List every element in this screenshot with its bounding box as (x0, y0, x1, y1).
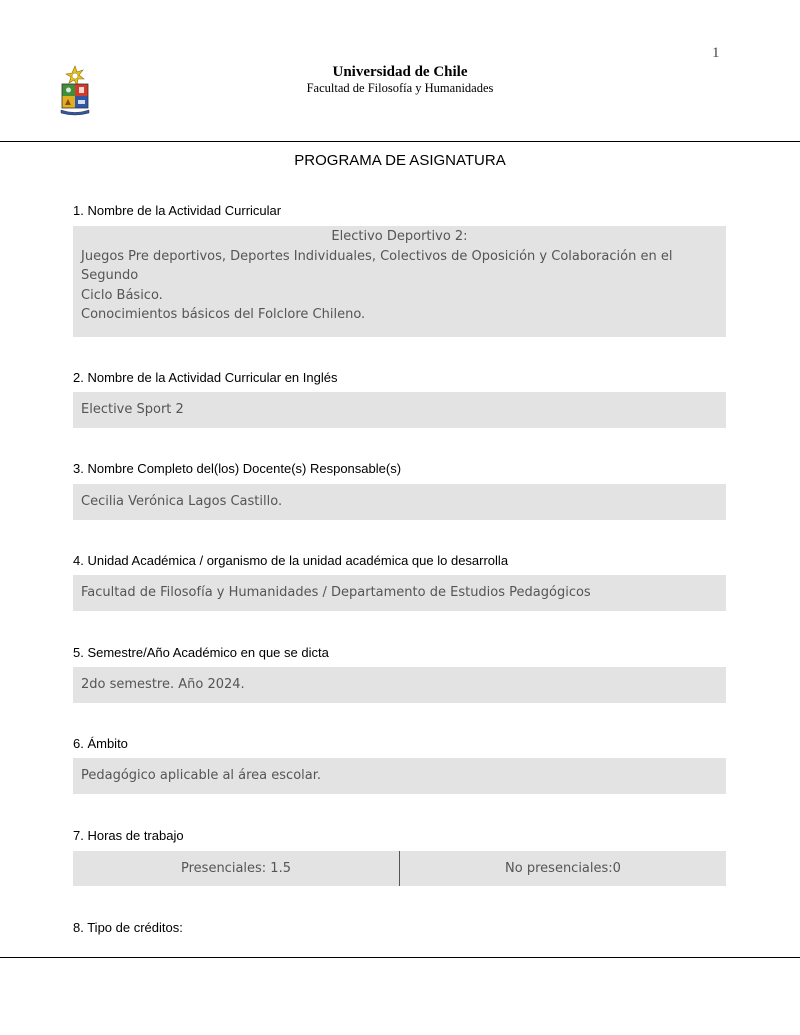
activity-name-line: Electivo Deportivo 2: (331, 229, 468, 244)
section-4-field: Facultad de Filosofía y Humanidades / Departamento de Estudios Pedagógicos (73, 575, 726, 611)
activity-name-line: Juegos Pre deportivos, Deportes Individuales, Colectivos de Oposición y Colaboración en el Segundo (81, 248, 673, 283)
page-number: 1 (712, 45, 720, 61)
section-1-label: 1. Nombre de la Actividad Curricular (73, 203, 282, 218)
section-2-field: Elective Sport 2 (73, 392, 726, 428)
activity-name-line: Conocimientos básicos del Folclore Chileno. (81, 307, 366, 322)
work-hours-table (73, 851, 726, 886)
section-6-field: Pedagógico aplicable al área escolar. (73, 758, 726, 794)
faculty-name: Facultad de Filosofía y Humanidades (306, 81, 494, 95)
activity-name-line: Ciclo Básico. (81, 287, 163, 303)
section-5-label: 5. Semestre/Año Académico en que se dicta (73, 645, 329, 660)
section-5-field: 2do semestre. Año 2024. (73, 667, 726, 703)
university-crest-logo (58, 64, 92, 116)
university-name: Universidad de Chile (332, 64, 468, 80)
document-title: PROGRAMA DE ASIGNATURA (294, 152, 506, 169)
section-4-label: 4. Unidad Académica / organismo de la unidad académica que lo desarrolla (73, 553, 509, 568)
in-person-hours: Presenciales: 1.5 (181, 861, 291, 876)
section-8-label: 8. Tipo de créditos: (73, 920, 183, 935)
remote-hours: No presenciales:0 (505, 861, 621, 876)
section-2-label: 2. Nombre de la Actividad Curricular en Inglés (73, 370, 338, 385)
header-divider (0, 141, 800, 142)
section-3-label: 3. Nombre Completo del(los) Docente(s) Responsable(s) (73, 461, 402, 476)
section-3-field: Cecilia Verónica Lagos Castillo. (73, 484, 726, 520)
section-6-label: 6. Ámbito (73, 736, 128, 751)
footer-divider (0, 957, 800, 958)
section-1-field (73, 226, 726, 337)
section-7-label: 7. Horas de trabajo (73, 828, 184, 843)
